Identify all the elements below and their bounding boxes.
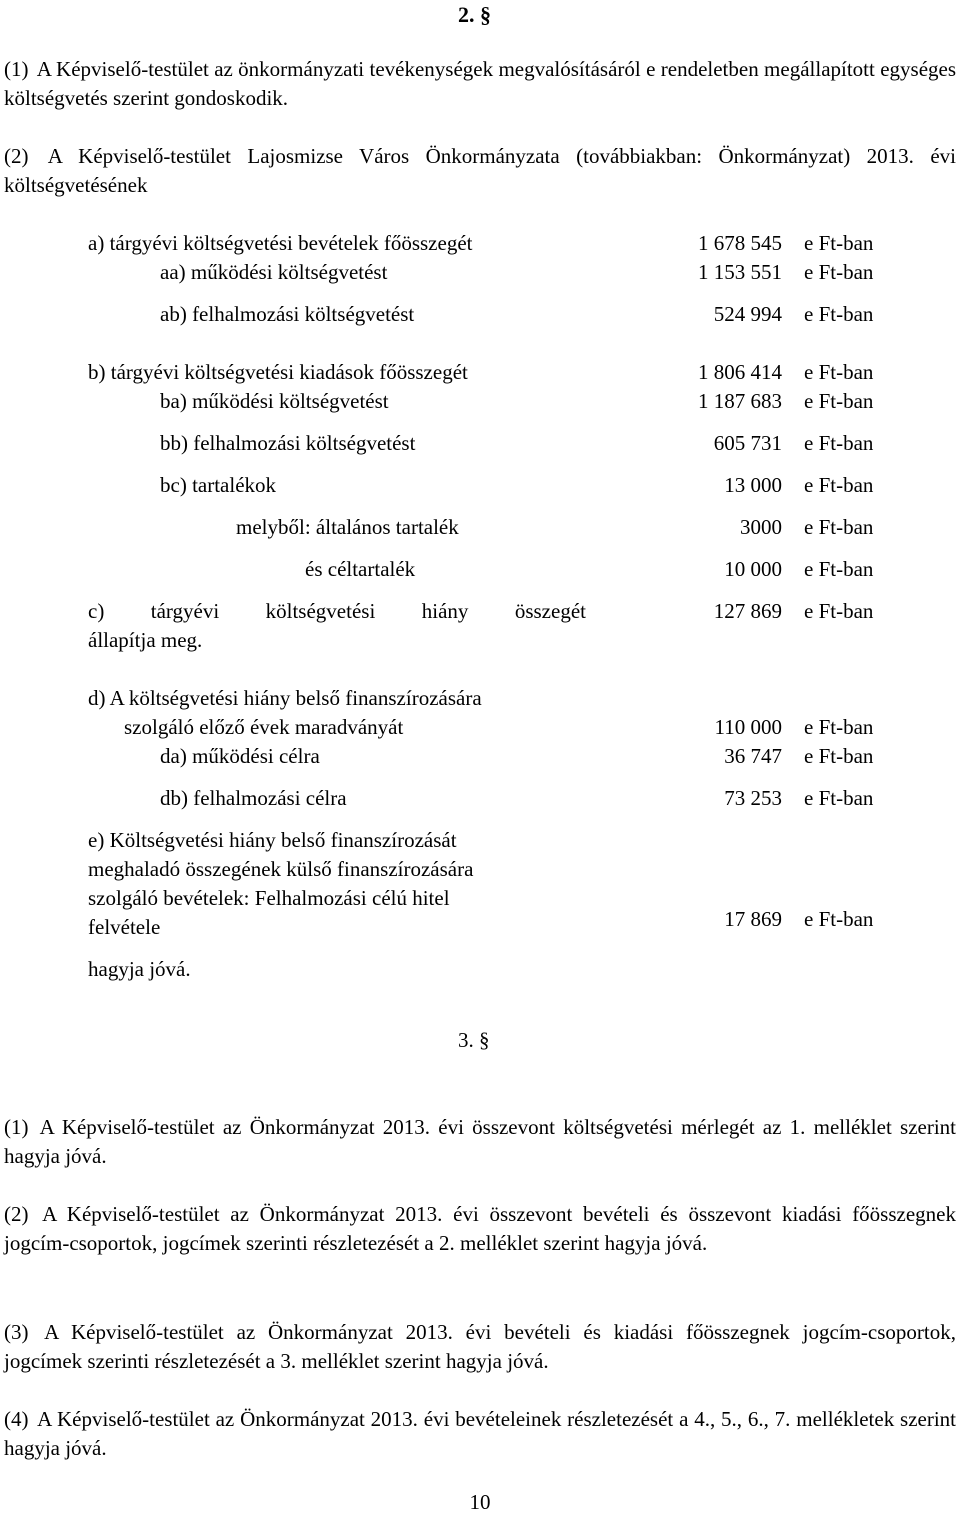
row-amount: 13 000 xyxy=(724,473,782,497)
word: hiány xyxy=(421,599,469,623)
row-amount: 1 153 551 xyxy=(698,260,782,284)
row-unit: e Ft-ban xyxy=(804,786,874,810)
paragraph-text: A Képviselő-testület az Önkormányzat 2013. évi összevont bevételi és összevont kiadási főösszegnek jogcím-csoportok, jogcímek szerinti részletezését a 2. melléklet szerint hagyja jóvá. xyxy=(4,1202,956,1255)
approval-closing: hagyja jóvá. xyxy=(88,957,191,981)
row-unit: e Ft-ban xyxy=(804,599,874,623)
row-label-continuation: szolgáló előző évek maradványát xyxy=(124,715,404,739)
section-3-paragraph-4 xyxy=(4,1405,956,1463)
row-label-continuation: meghaladó összegének külső finanszírozására xyxy=(88,857,474,881)
row-amount: 10 000 xyxy=(724,557,782,581)
row-label: melyből: általános tartalék xyxy=(236,515,459,539)
row-amount: 3000 xyxy=(740,515,782,539)
paragraph-number: (3) xyxy=(4,1320,29,1344)
row-label: b) tárgyévi költségvetési kiadások főösszegét xyxy=(88,360,468,384)
row-unit: e Ft-ban xyxy=(804,715,874,739)
row-amount: 1 806 414 xyxy=(698,360,782,384)
row-label: bb) felhalmozási költségvetést xyxy=(160,431,416,455)
page-number: 10 xyxy=(469,1490,491,1514)
row-label: db) felhalmozási célra xyxy=(160,786,347,810)
row-label-continuation: felvétele xyxy=(88,915,161,939)
section-3-heading: 3. § xyxy=(458,1028,490,1052)
row-amount: 36 747 xyxy=(724,744,782,768)
paragraph-text: A Képviselő-testület az Önkormányzat 2013. évi bevételi és kiadási főösszegnek jogcím-csoportok, jogcímek szerinti részletezését a 3. melléklet szerint hagyja jóvá. xyxy=(4,1320,956,1373)
paragraph-number: (2) xyxy=(4,144,29,168)
word: tárgyévi xyxy=(150,599,220,623)
section-2-paragraph-2 xyxy=(4,142,956,200)
row-unit: e Ft-ban xyxy=(804,302,874,326)
row-unit: e Ft-ban xyxy=(804,231,874,255)
row-label: e) Költségvetési hiány belső finanszírozását xyxy=(88,828,457,852)
paragraph-text: A Képviselő-testület az Önkormányzat 2013. évi bevételeinek részletezését a 4., 5., 6., 7. mellékletek szerint hagyja jóvá. xyxy=(4,1407,956,1460)
word: költségvetési xyxy=(265,599,376,623)
section-2-heading: 2. § xyxy=(458,2,491,27)
row-label: bc) tartalékok xyxy=(160,473,277,497)
paragraph-text: A Képviselő-testület Lajosmizse Város Önkormányzata (továbbiakban: Önkormányzat) 2013. évi költségvetésének xyxy=(4,144,956,197)
row-label: ab) felhalmozási költségvetést xyxy=(160,302,415,326)
row-label: da) működési célra xyxy=(160,744,320,768)
row-label: a) tárgyévi költségvetési bevételek főösszegét xyxy=(88,231,473,255)
row-label: d) A költségvetési hiány belső finanszírozására xyxy=(88,686,482,710)
paragraph-number: (1) xyxy=(4,1115,29,1139)
section-3-paragraph-2 xyxy=(4,1200,956,1258)
row-amount: 127 869 xyxy=(713,599,782,623)
word: összegét xyxy=(514,599,586,623)
word: c) xyxy=(88,599,105,623)
row-unit: e Ft-ban xyxy=(804,557,874,581)
section-3-paragraph-3 xyxy=(4,1318,956,1376)
row-unit: e Ft-ban xyxy=(804,360,874,384)
row-amount: 110 000 xyxy=(714,715,782,739)
row-amount: 73 253 xyxy=(724,786,782,810)
row-label: ba) működési költségvetést xyxy=(160,389,389,413)
row-amount: 524 994 xyxy=(713,302,782,326)
row-amount: 17 869 xyxy=(724,907,782,931)
row-label-justified xyxy=(88,597,586,626)
paragraph-text: A Képviselő-testület az Önkormányzat 2013. évi összevont költségvetési mérlegét az 1. melléklet szerint hagyja jóvá. xyxy=(4,1115,956,1168)
row-label: és céltartalék xyxy=(305,557,416,581)
section-3-paragraph-1 xyxy=(4,1113,956,1171)
paragraph-text: A Képviselő-testület az önkormányzati tevékenységek megvalósításáról e rendeletben megállapított egységes költségvetés szerint gondoskodik. xyxy=(4,57,957,110)
row-unit: e Ft-ban xyxy=(804,907,874,931)
row-amount: 1 187 683 xyxy=(698,389,782,413)
row-unit: e Ft-ban xyxy=(804,389,874,413)
paragraph-number: (2) xyxy=(4,1202,29,1226)
paragraph-number: (1) xyxy=(4,57,29,81)
row-unit: e Ft-ban xyxy=(804,515,874,539)
row-label-continuation: állapítja meg. xyxy=(88,628,203,652)
row-label-continuation: szolgáló bevételek: Felhalmozási célú hitel xyxy=(88,886,450,910)
row-unit: e Ft-ban xyxy=(804,260,874,284)
row-amount: 605 731 xyxy=(713,431,782,455)
row-unit: e Ft-ban xyxy=(804,473,874,497)
row-amount: 1 678 545 xyxy=(698,231,782,255)
row-unit: e Ft-ban xyxy=(804,431,874,455)
row-label: aa) működési költségvetést xyxy=(160,260,388,284)
section-2-paragraph-1 xyxy=(4,55,956,113)
paragraph-number: (4) xyxy=(4,1407,29,1431)
row-unit: e Ft-ban xyxy=(804,744,874,768)
